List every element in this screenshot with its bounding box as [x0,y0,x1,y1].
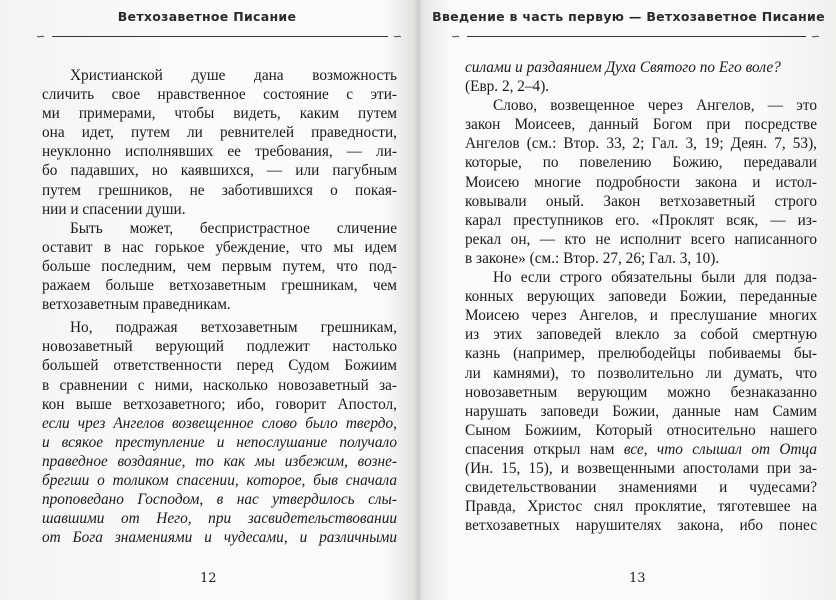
text-line: Слово, возвещенное через Ангелов, — это [493,97,817,115]
text-line: от Бога знамениями и чудесами, и различными [42,529,397,547]
text-line: путем грешников, не заботившихся о покая- [42,181,397,199]
text-line: Но, подражая ветхозаветным грешникам, [70,319,397,337]
text-line: праведное воздаяние, то как мы избежим, возне- [42,452,397,470]
text-line: большей ответственности перед Судом Божиим [42,357,397,375]
right-page-number: 13 [629,571,646,586]
text-line: больше последним, чем первым путем, что под- [42,257,397,275]
text-line: ражаем больше ветхозаветным грешникам, чем [42,277,397,295]
ornament-curl-icon: ∽ [36,30,46,43]
left-page [0,0,414,600]
text-line: в законе» (см.: Втор. 27, 26; Гал. 3, 10). [465,249,720,267]
text-line: из этих заповедей влекло за собой смертную [465,326,817,344]
text-line: рекал он, — кто не исполнит всего написанного [465,230,817,248]
ornament-curl-icon: ∽ [451,30,461,43]
text-line: ветхозаветным праведникам. [42,296,231,314]
text-line: ковывали оный. Закон ветхозаветный строго [465,192,817,210]
text-line: новозаветным верующим можно безнаказанно [465,383,817,401]
text-line: Но если строго обязательны были для подза- [493,269,817,287]
text-line: если чрез Ангелов возвещенное слово было твердо, [42,414,397,432]
text-line: закон Моисеев, данный Богом при посредстве [465,116,817,134]
left-header-rule [0,30,414,44]
text-line: силами и раздаянием Духа Святого по Его воле? [465,59,781,76]
text-line: нии и спасении души. [42,200,186,218]
text-line: ветхозаветных нарушителях закона, ибо понес [465,517,817,535]
right-page [421,0,836,600]
left-running-header [0,9,414,44]
left-page-number: 12 [200,571,217,586]
text-line: ли камнями), то позволительно ли думать, что [465,364,817,382]
right-running-header [421,9,836,44]
text-line: ми примерами, чтобы видеть, каким путем [42,105,397,123]
text-line: конных верующих заповеди Божии, переданные [465,288,817,306]
right-header-rule [421,30,836,44]
text-line: казнь (например, прелюбодейцы побиваемы бы- [465,345,817,363]
text-line: шавшими от Него, при засвидетельствовании [42,510,397,528]
text-line: она идет, путем ли ревнителей праведности, [42,124,397,142]
text-line: новозаветный верующий подлежит настолько [42,338,397,356]
left-body-text [42,66,397,547]
ornament-curl-icon: ∽ [392,30,402,43]
text-line: в сравнении с ними, насколько новозаветный за- [42,376,397,394]
right-body-text [465,58,817,535]
text-line: Ангелов (см.: Втор. 33, 2; Гал. 3, 19; Деян. 7, 53), [465,135,817,153]
left-header-title: Ветхозаветное Писание [117,9,297,24]
text-line: которые, по повелению Божию, передавали [465,154,817,172]
text-line: и всякое преступление и непослушание получало [42,433,397,451]
text-line: (Евр. 2, 2–4). [465,78,550,96]
text-line: бо падавших, но каявшихся, — или пагубным [42,162,397,180]
text-line: карал преступников его. «Проклят всяк, — из- [465,211,817,229]
right-header-title: Введение в часть первую — Ветхозаветное Писание [432,9,825,24]
text-line: Правда, Христос снял проклятие, тяготевшее на [465,498,817,516]
text-line: оставит в нас горькое убеждение, что мы идем [42,238,397,256]
text-line: Моисею многие подробности закона и истол- [465,173,817,191]
text-line: неуклонно исполнявших ее требования, — ли- [42,143,397,161]
text-line: нарушать заповеди Божии, данные нам Самим [465,402,817,420]
text-line: Моисею через Ангелов, и преслушание многих [465,307,817,325]
text-line: Христианской душе дана возможность [70,67,397,84]
text-line: Быть может, беспристрастное сличение [70,219,397,237]
text-line: Сыном Божиим, Который относительно нашего [465,421,817,439]
text-line: кон выше ветхозаветного; ибо, говорит Апостол, [42,395,397,413]
text-line: брегши о толиком спасении, которое, быв сначала [42,471,397,489]
text-line: свидетельствовании знамениями и чудесами? [465,479,817,497]
text-line: (Ин. 15, 15), и возвещенными апостолами при за- [465,459,817,477]
ornament-curl-icon: ∽ [810,30,820,43]
text-line: сличить свое нравственное состояние с эти- [42,86,397,104]
text-line: проповедано Господом, в нас утвердилось слы- [42,491,397,509]
text-line: спасения открыл нам все, что слышал от Отца [465,440,817,458]
